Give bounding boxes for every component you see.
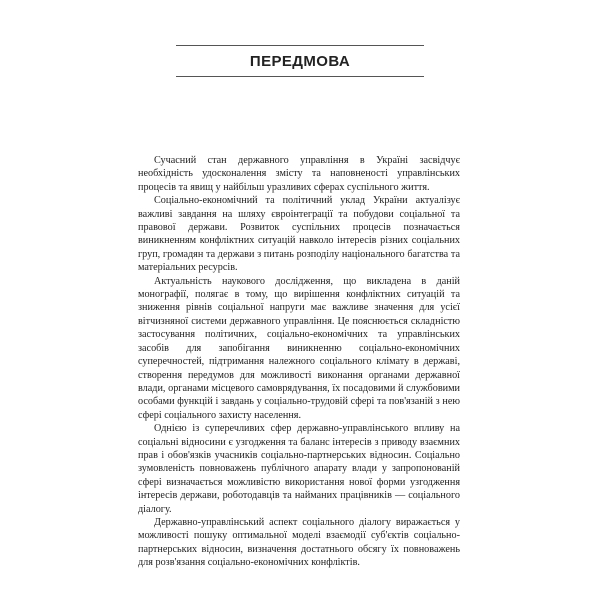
paragraph: Соціально-економічний та політичний уклад України актуалізує важливі завдання на шляху євроінтеграції та побудови соціальної та правової держави. Розвиток суспільних процесів позначається виникненням конфліктних ситуацій навколо інтересів різних соціальних груп, громадян та держави з питань розподілу національного багатства та матеріальних ресурсів. bbox=[138, 195, 460, 274]
body-text bbox=[138, 154, 460, 570]
paragraph: Сучасний стан державного управління в Україні засвідчує необхідність удосконалення змісту та наповненості управлінських процесів та явищ у найбільш уразливих сферах суспільного життя. bbox=[138, 155, 460, 193]
title-bottom-rule bbox=[176, 76, 424, 77]
page-title: ПЕРЕДМОВА bbox=[249, 52, 351, 70]
paragraph: Однією із суперечливих сфер державно-управлінського впливу на соціальні відносини є узгодження та баланс інтересів з приводу взаємних прав і обов'язків учасників соціально-партнерських відносин. Соціально зумовленість повноважень публічного апарату влади у запропонованій сфері визначається можливістю використання нової форми узгодження інтересів держави, роботодавців та найманих працівників — соціального діалогу. bbox=[138, 423, 460, 515]
paragraph: Актуальність наукового дослідження, що викладена в даній монографії, полягає в тому, що вирішення конфліктних ситуацій та зниження рівнів соціальної напруги має важливе значення для усієї вітчизняної системи державного управління. Це пояснюється складністю застосування політичних, соціально-економічних та управлінських засобів для запобігання виникненню соціально-економічних суперечностей, підтримання належного соціального клімату в державі, створення передумов для можливості виконання органами державної влади, органами місцевого самоврядування, їх посадовими й службовими особами функцій і завдань у соціально-трудовій сфері та пов'язаній з нею сфері соціального захисту населення. bbox=[138, 275, 460, 421]
paragraph: Державно-управлінський аспект соціального діалогу виражається у можливості пошуку оптимальної моделі взаємодії суб'єктів соціально-партнерських відносин, визначення достатнього обсягу їх повноважень для розв'язання соціально-економічних конфліктів. bbox=[138, 516, 460, 569]
